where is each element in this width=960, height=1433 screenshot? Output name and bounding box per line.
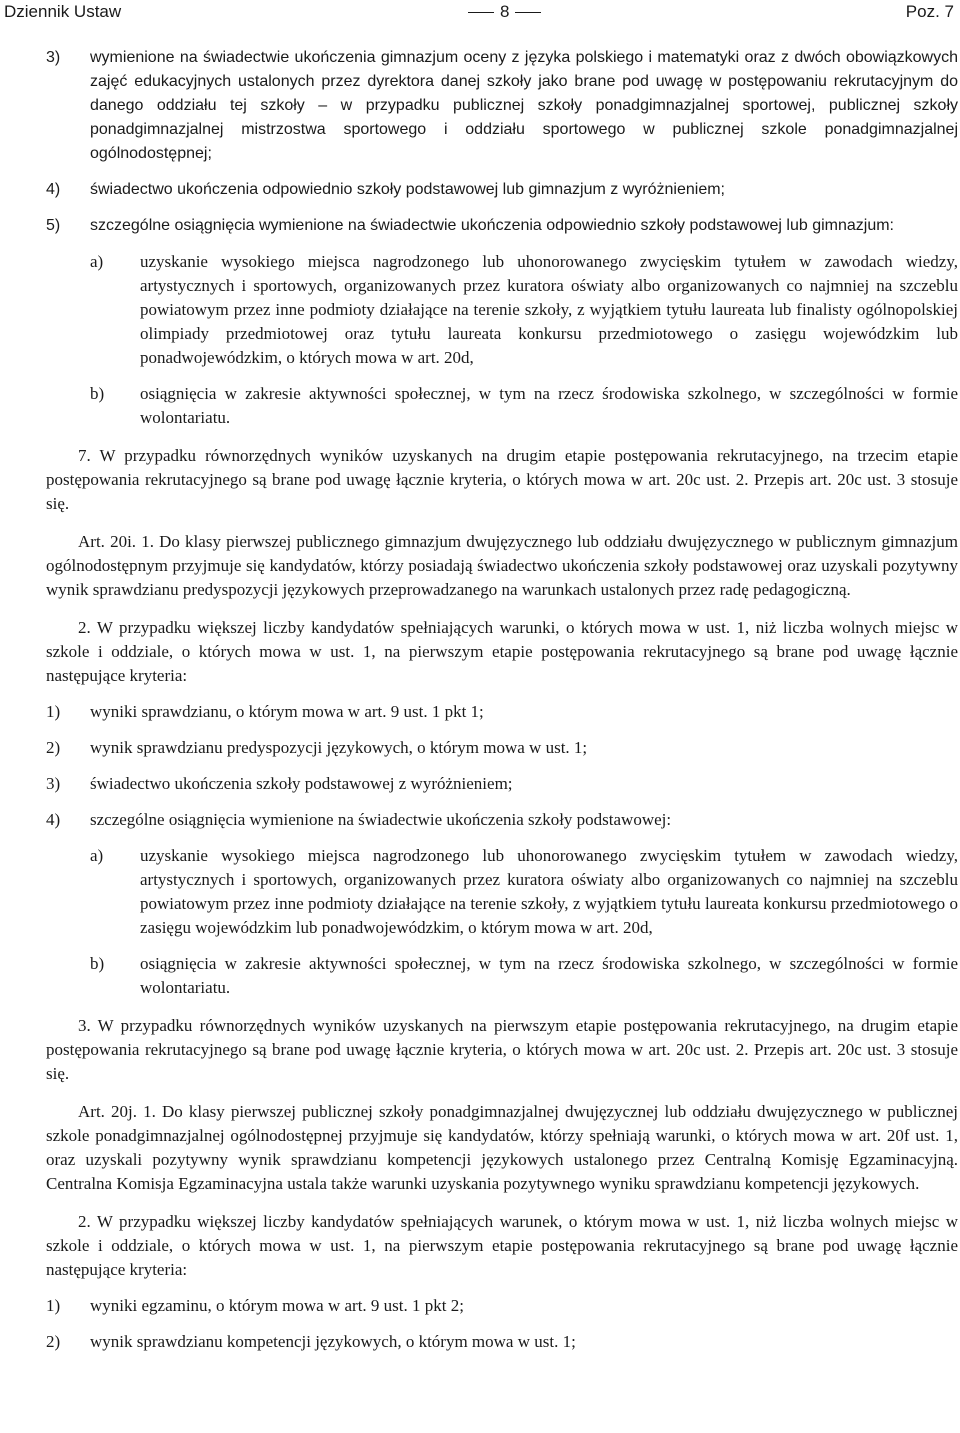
- page-header: [0, 0, 960, 24]
- sub-item-text: uzyskanie wysokiego miejsca nagrodzonego lub uhonorowanego zwycięskim tytułem w zawodach wiedzy, artystycznych i sportowych, organizowanych przez kuratora oświaty albo organizowanych co najmniej na szczeblu powiatowym przez inne podmioty działające na terenie szkoły, z wyjątkiem tytułu laureata konkursu przedmiotowego o zasięgu wojewódzkim lub ponadwojewódzkim, o którym mowa w art. 20d,: [140, 846, 958, 937]
- sub-item: [46, 952, 958, 1000]
- item-text: wynik sprawdzianu kompetencji językowych, o którym mowa w ust. 1;: [90, 1332, 576, 1351]
- item-label: 2): [46, 1332, 61, 1351]
- article-20j-ust-2: 2. W przypadku większej liczby kandydatów spełniających warunek, o którym mowa w ust. 1, niż liczba wolnych miejsc w szkole i oddziale, o których mowa w ust. 1, na pierwszym etapie postępowania rekrutacyjnego są brane pod uwagę łącznie następujące kryteria:: [46, 1212, 958, 1279]
- sub-item-label: b): [90, 954, 105, 973]
- document-body: [46, 46, 958, 1354]
- item-label: 4): [46, 181, 61, 198]
- list-item: [46, 736, 958, 760]
- sub-item: [46, 844, 958, 940]
- sub-item-text: osiągnięcia w zakresie aktywności społecznej, w tym na rzecz środowiska szkolnego, w szczególności w formie wolontariatu.: [140, 384, 958, 427]
- item-text: świadectwo ukończenia szkoły podstawowej z wyróżnieniem;: [90, 774, 513, 793]
- item-label: 3): [46, 774, 61, 793]
- sub-item-text: osiągnięcia w zakresie aktywności społecznej, w tym na rzecz środowiska szkolnego, w szczególności w formie wolontariatu.: [140, 954, 958, 997]
- item-text: wynik sprawdzianu predyspozycji językowych, o którym mowa w ust. 1;: [90, 738, 588, 757]
- sub-item-label: a): [90, 252, 104, 271]
- article-20i-ust-1: Art. 20i. 1. Do klasy pierwszej publicznego gimnazjum dwujęzycznego lub oddziału dwujęzycznego w publicznym gimnazjum ogólnodostępnym przyjmuje się kandydatów, którzy posiadają świadectwo ukończenia szkoły podstawowej oraz uzyskali pozytywny wynik sprawdzianu predyspozycji językowych przeprowadzanego na warunkach ustalonych przez radę pedagogiczną.: [46, 532, 958, 599]
- article-20i-ust-2: 2. W przypadku większej liczby kandydatów spełniających warunki, o których mowa w ust. 1, niż liczba wolnych miejsc w szkole i oddziale, o których mowa w ust. 1, na pierwszym etapie postępowania rekrutacyjnego są brane pod uwagę łącznie następujące kryteria:: [46, 618, 958, 685]
- item-text: wyniki sprawdzianu, o którym mowa w art. 9 ust. 1 pkt 1;: [90, 702, 484, 721]
- sub-item-label: b): [90, 384, 105, 403]
- sub-item-text: uzyskanie wysokiego miejsca nagrodzonego lub uhonorowanego zwycięskim tytułem w zawodach wiedzy, artystycznych i sportowych, organizowanych przez kuratora oświaty albo organizowanych co najmniej na szczeblu powiatowym przez inne podmioty działające na terenie szkoły, z wyjątkiem tytułu laureata lub finalisty ogólnopolskiej olimpiady przedmiotowej oraz tytułu laureata konkursu przedmiotowego o zasięgu wojewódzkim lub ponadwojewódzkim, o których mowa w art. 20d,: [140, 252, 958, 367]
- list-item: [46, 214, 958, 238]
- sub-item: [46, 250, 958, 370]
- page-number: 8: [462, 0, 547, 24]
- list-item: [46, 1330, 958, 1354]
- item-text: wymienione na świadectwie ukończenia gimnazjum oceny z języka polskiego i matematyki oraz z dwóch obowiązkowych zajęć edukacyjnych ustalonych przez dyrektora danej szkoły jako brane pod uwagę w postępowaniu rekrutacyjnym do danego oddziału tej szkoły – w przypadku publicznej szkoły ponadgimnazjalnej sportowej, publicznej szkoły ponadgimnazjalnej mistrzostwa sportowego i oddziału sportowego w publicznej szkole ponadgimnazjalnej ogólnodostępnej;: [90, 49, 958, 162]
- position-number: Poz. 7: [905, 2, 954, 21]
- item-label: 3): [46, 49, 61, 66]
- list-item: [46, 808, 958, 832]
- journal-title: Dziennik Ustaw: [4, 2, 122, 21]
- list-item: [46, 1294, 958, 1318]
- list-item: [46, 700, 958, 724]
- article-20j-ust-1: Art. 20j. 1. Do klasy pierwszej publicznej szkoły ponadgimnazjalnej dwujęzycznej lub oddziału dwujęzycznego w publicznej szkole ponadgimnazjalnej ogólnodostępnej przyjmuje się kandydatów, którzy spełniają warunki, o których mowa w art. 20f ust. 1, oraz uzyskali pozytywny wynik sprawdzianu kompetencji językowych ustalonego przez Centralną Komisję Egzaminacyjną. Centralna Komisja Egzaminacyjna ustala także warunki uzyskania pozytywnego wyniku sprawdzianu kompetencji językowych.: [46, 1102, 958, 1193]
- list-item: [46, 772, 958, 796]
- item-text: wyniki egzaminu, o którym mowa w art. 9 ust. 1 pkt 2;: [90, 1296, 464, 1315]
- item-label: 5): [46, 217, 61, 234]
- item-label: 1): [46, 702, 61, 721]
- sub-item-label: a): [90, 846, 104, 865]
- paragraph-7: 7. W przypadku równorzędnych wyników uzyskanych na drugim etapie postępowania rekrutacyjnego, na trzecim etapie postępowania rekrutacyjnego są brane pod uwagę łącznie kryteria, o których mowa w art. 20c ust. 2. Przepis art. 20c ust. 3 stosuje się.: [46, 446, 958, 513]
- sub-item: [46, 382, 958, 430]
- list-item: [46, 178, 958, 202]
- item-text: szczególne osiągnięcia wymienione na świadectwie ukończenia odpowiednio szkoły podstawowej lub gimnazjum:: [90, 217, 894, 234]
- item-label: 1): [46, 1296, 61, 1315]
- item-text: szczególne osiągnięcia wymienione na świadectwie ukończenia szkoły podstawowej:: [90, 810, 672, 829]
- item-label: 2): [46, 738, 61, 757]
- article-20i-ust-3: 3. W przypadku równorzędnych wyników uzyskanych na pierwszym etapie postępowania rekrutacyjnego, na drugim etapie postępowania rekrutacyjnego są brane pod uwagę łącznie kryteria, o których mowa w art. 20c ust. 2. Przepis art. 20c ust. 3 stosuje się.: [46, 1016, 958, 1083]
- list-item: [46, 46, 958, 166]
- item-label: 4): [46, 810, 61, 829]
- item-text: świadectwo ukończenia odpowiednio szkoły podstawowej lub gimnazjum z wyróżnieniem;: [90, 181, 725, 198]
